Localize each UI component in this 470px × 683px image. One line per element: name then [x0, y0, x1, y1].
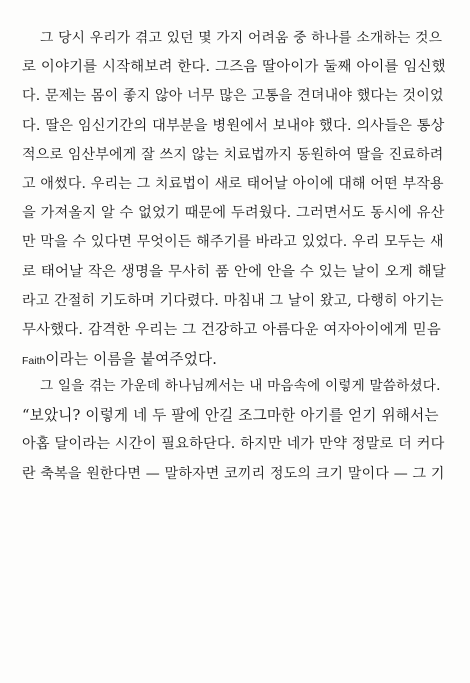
text-line: 을 가져올지 알 수 없었기 때문에 두려웠다. 그러면서도 동시에 유산 [22, 205, 445, 222]
text-line: 그 일을 겪는 가운데 하나님께서는 내 마음속에 이렇게 말씀하셨다. [40, 378, 441, 394]
text-line: 그 당시 우리가 겪고 있던 몇 가지 어려움 중 하나를 소개하는 것으 [40, 30, 443, 46]
text-line: 란 축복을 원한다면 — 말하자면 코끼리 정도의 크기 말이다 — 그 기 [22, 465, 445, 482]
text-line [22, 345, 446, 374]
text-line: 무사했다. 감격한 우리는 그 건강하고 아름다운 여자아이에게 믿음 [22, 321, 441, 338]
paragraph [22, 24, 446, 374]
text-line: 다. 문제는 몸이 좋지 않아 너무 많은 고통을 견뎌내야 했다는 것이었 [22, 88, 444, 105]
latin-word: Faith [22, 355, 46, 368]
text-line: 로 이야기를 시작해보려 한다. 그즈음 딸아이가 둘째 아이를 임신했 [22, 59, 446, 76]
text-line: 적으로 임산부에게 잘 쓰지 않는 치료법까지 동원하여 딸을 진료하려 [22, 146, 444, 163]
text-line: 고 애썼다. 우리는 그 치료법이 새로 태어날 아이에 대해 어떤 부작용 [22, 175, 444, 192]
text-line: 로 태어날 작은 생명을 무사히 품 안에 안을 수 있는 날이 오게 해달 [22, 263, 446, 280]
text-line: 만 막을 수 있다면 무엇이든 해주기를 바라고 있었다. 우리 모두는 새 [22, 234, 444, 251]
text-line: 라고 간절히 기도하며 기다렸다. 마침내 그 날이 왔고, 다행히 아기는 [22, 292, 444, 309]
text-line: 아홉 달이라는 시간이 필요하단다. 하지만 네가 만약 정말로 더 커다 [22, 436, 445, 453]
text-line: 다. 딸은 임신기간의 대부분을 병원에서 보내야 했다. 의사들은 통상 [22, 117, 445, 134]
text-line: “보았니? 이렇게 네 두 팔에 안길 조그마한 아기를 얻기 위해서는 [22, 407, 439, 425]
paragraph [22, 372, 446, 489]
text-line-rest: 이라는 이름을 붙여주었다. [45, 351, 218, 369]
